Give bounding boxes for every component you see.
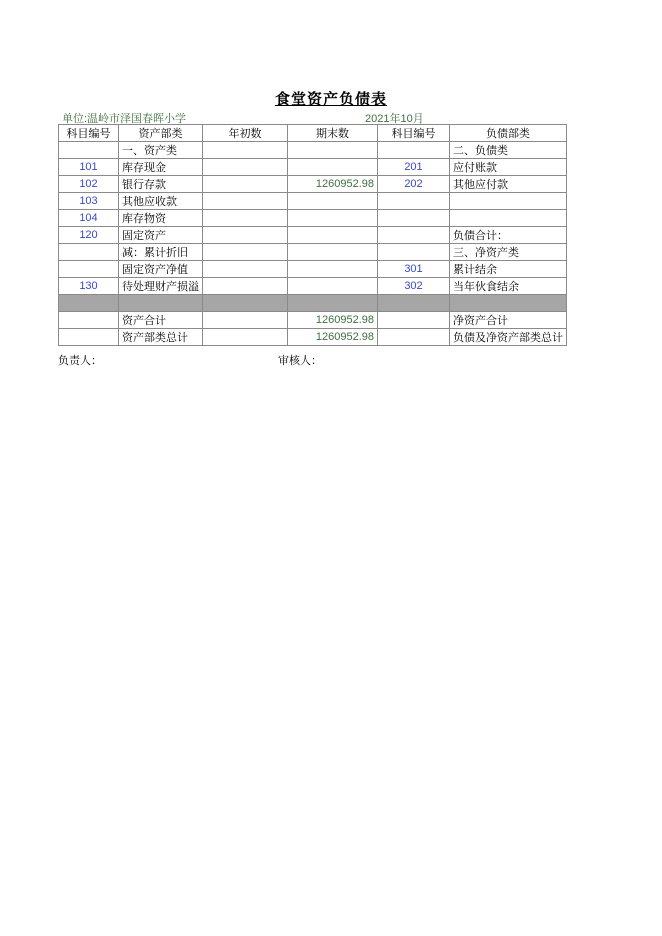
- cell-end-amount: [288, 159, 378, 176]
- cell-asset-total-label: 资产合计: [119, 312, 203, 329]
- table-row: [59, 278, 567, 295]
- table-row: [59, 244, 567, 261]
- cell-liability-name: 二、负债类: [450, 142, 567, 159]
- cell-asset-name: 待处理财产损溢: [119, 278, 203, 295]
- cell-begin-amount: [203, 278, 288, 295]
- cell-liability-code: [378, 295, 450, 312]
- cell-liability-grand-total-label: 负债及净资产部类总计: [450, 329, 567, 346]
- unit-label: 单位:温岭市泽国春晖小学: [62, 113, 187, 125]
- cell-asset-code: 102: [59, 176, 119, 193]
- cell-begin-amount: [203, 295, 288, 312]
- table-row: [59, 176, 567, 193]
- cell-asset-name: 库存现金: [119, 159, 203, 176]
- cell-begin-amount: [203, 244, 288, 261]
- cell-asset-code: [59, 329, 119, 346]
- cell-begin-amount: [203, 329, 288, 346]
- cell-end-amount: [288, 193, 378, 210]
- cell-end-amount: 1260952.98: [288, 176, 378, 193]
- cell-liability-name: [450, 193, 567, 210]
- cell-begin-amount: [203, 312, 288, 329]
- cell-asset-code: 104: [59, 210, 119, 227]
- cell-begin-amount: [203, 193, 288, 210]
- page-title: 食堂资产负债表: [274, 91, 387, 108]
- cell-begin-amount: [203, 261, 288, 278]
- cell-liability-name: [450, 295, 567, 312]
- cell-asset-name: 减：累计折旧: [119, 244, 203, 261]
- column-header-liability-code: 科目编号: [378, 125, 450, 142]
- cell-asset-name: 库存物资: [119, 210, 203, 227]
- cell-end-amount: [288, 295, 378, 312]
- cell-liability-name: 三、净资产类: [450, 244, 567, 261]
- cell-end-amount: 1260952.98: [288, 312, 378, 329]
- separator-row: [59, 295, 567, 312]
- grand-total-row: [59, 329, 567, 346]
- cell-asset-code: [59, 244, 119, 261]
- cell-asset-name: [119, 295, 203, 312]
- cell-liability-code: 202: [378, 176, 450, 193]
- cell-asset-name: 银行存款: [119, 176, 203, 193]
- cell-asset-code: 130: [59, 278, 119, 295]
- cell-asset-name: 一、资产类: [119, 142, 203, 159]
- cell-asset-code: [59, 312, 119, 329]
- cell-net-asset-total-label: 净资产合计: [450, 312, 567, 329]
- cell-end-amount: [288, 210, 378, 227]
- table-row: [59, 142, 567, 159]
- cell-liability-code: 201: [378, 159, 450, 176]
- cell-liability-name: 当年伙食结余: [450, 278, 567, 295]
- auditor-label: 审核人：: [278, 355, 322, 367]
- cell-end-amount: [288, 261, 378, 278]
- cell-liability-code: 302: [378, 278, 450, 295]
- cell-liability-code: [378, 312, 450, 329]
- cell-end-amount: [288, 142, 378, 159]
- column-header-end-amount: 期末数: [288, 125, 378, 142]
- table-row: [59, 193, 567, 210]
- cell-begin-amount: [203, 142, 288, 159]
- cell-asset-name: 固定资产净值: [119, 261, 203, 278]
- cell-asset-code: 103: [59, 193, 119, 210]
- cell-asset-code: 120: [59, 227, 119, 244]
- cell-liability-name: 累计结余: [450, 261, 567, 278]
- cell-liability-code: 301: [378, 261, 450, 278]
- column-header-asset-category: 资产部类: [119, 125, 203, 142]
- cell-liability-code: [378, 227, 450, 244]
- table-row: [59, 261, 567, 278]
- cell-liability-name: 应付账款: [450, 159, 567, 176]
- cell-liability-code: [378, 244, 450, 261]
- table-row: [59, 227, 567, 244]
- cell-asset-name: 固定资产: [119, 227, 203, 244]
- cell-begin-amount: [203, 210, 288, 227]
- cell-end-amount: 1260952.98: [288, 329, 378, 346]
- cell-asset-grand-total-label: 资产部类总计: [119, 329, 203, 346]
- cell-asset-code: [59, 295, 119, 312]
- column-header-asset-code: 科目编号: [59, 125, 119, 142]
- column-header-begin-amount: 年初数: [203, 125, 288, 142]
- responsible-person-label: 负责人：: [58, 355, 102, 367]
- table-header-row: [59, 125, 567, 142]
- table-row: [59, 159, 567, 176]
- cell-asset-code: 101: [59, 159, 119, 176]
- cell-liability-code: [378, 142, 450, 159]
- cell-liability-name: 其他应付款: [450, 176, 567, 193]
- cell-liability-code: [378, 329, 450, 346]
- cell-asset-name: 其他应收款: [119, 193, 203, 210]
- cell-begin-amount: [203, 227, 288, 244]
- cell-asset-code: [59, 142, 119, 159]
- total-row: [59, 312, 567, 329]
- cell-end-amount: [288, 244, 378, 261]
- cell-begin-amount: [203, 176, 288, 193]
- cell-end-amount: [288, 227, 378, 244]
- cell-liability-name: 负债合计：: [450, 227, 567, 244]
- cell-liability-code: [378, 210, 450, 227]
- cell-liability-name: [450, 210, 567, 227]
- cell-end-amount: [288, 278, 378, 295]
- balance-sheet-table: [58, 124, 567, 346]
- cell-begin-amount: [203, 159, 288, 176]
- column-header-liability-category: 负债部类: [450, 125, 567, 142]
- cell-liability-code: [378, 193, 450, 210]
- table-row: [59, 210, 567, 227]
- period-label: 2021年10月: [365, 113, 424, 125]
- cell-asset-code: [59, 261, 119, 278]
